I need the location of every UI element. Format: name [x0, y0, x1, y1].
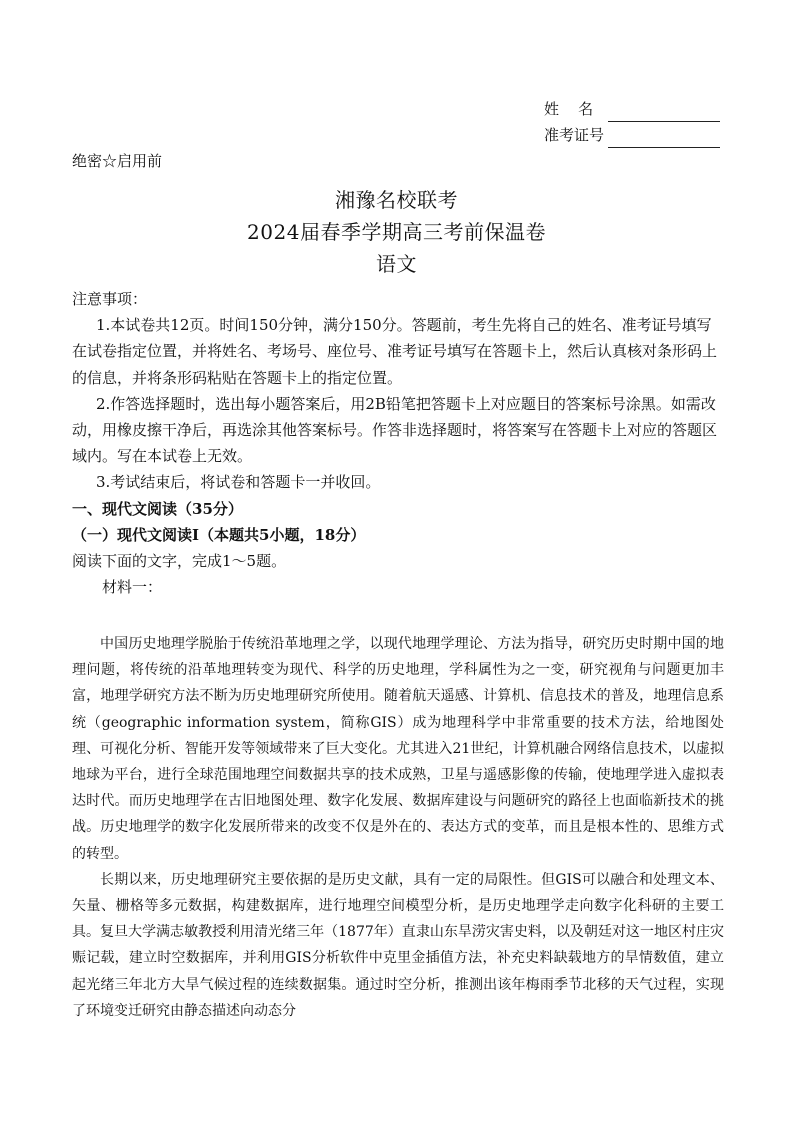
secret-mark: 绝密☆启用前: [72, 152, 163, 170]
exam-union-title: 湘豫名校联考: [335, 188, 458, 212]
name-blank[interactable]: [608, 103, 720, 122]
material-paragraph-1: 中国历史地理学脱胎于传统沿革地理之学，以现代地理学理论、方法为指导，研究历史时期中国的地理问题，将传统的沿革地理转变为现代、科学的历史地理，学科属性为之一变，研究视角与问题更加丰富，地理学研究方法不断为历史地理研究所使用。随着航天遥感、计算机、信息技术的普及，地理信息系统（geographic information system，简称GIS）成为地理科学中非常重要的技术方法，给地图处理、可视化分析、智能开发等领域带来了巨大变化。尤其进入21世纪，计算机融合网络信息技术，以虚拟地球为平台，进行全球范围地理空间数据共享的技术成熟，卫星与遥感影像的传输，使地理学进入虚拟表达时代。而历史地理学在古旧地图处理、数字化发展、数据库建设与问题研究的路径上也面临新技术的挑战。历史地理学的数字化发展所带来的改变不仅是外在的、表达方式的变革，而且是根本性的、思维方式的转型。: [72, 636, 724, 862]
subsection-heading: （一）现代文阅读Ⅰ（本题共5小题，18分）: [72, 525, 366, 544]
exam-id-label: 准考证号: [544, 126, 605, 144]
name-label: 姓 名: [544, 100, 594, 118]
instructions-block: [72, 286, 724, 600]
name-row: [544, 96, 720, 122]
note-item-1: 1.本试卷共12页。时间150分钟，满分150分。答题前，考生先将自己的姓名、准考证号填写在试卷指定位置，并将姓名、考场号、座位号、准考证号填写在答题卡上，然后认真核对条形码上的信息，并将条形码粘贴在答题卡上的指定位置。: [72, 316, 718, 387]
exam-id-blank[interactable]: [608, 129, 720, 148]
section-heading: 一、现代文阅读（35分）: [72, 499, 243, 518]
candidate-info: [544, 96, 720, 148]
material-text: [72, 631, 724, 1024]
exam-title: 2024届春季学期高三考前保温卷: [247, 220, 546, 244]
material-paragraph-2: 长期以来，历史地理研究主要依据的是历史文献，具有一定的局限性。但GIS可以融合和处理文本、矢量、栅格等多元数据，构建数据库，进行地理空间模型分析，是历史地理学走向数字化科研的主要工具。复旦大学满志敏教授利用清光绪三年（1877年）直隶山东旱涝灾害史料，以及朝廷对这一地区村庄灾赈记载，建立时空数据库，并利用GIS分析软件中克里金插值方法，补充史料缺载地方的旱情数值，建立起光绪三年北方大旱气候过程的连续数据集。通过时空分析，推测出该年梅雨季节北移的天气过程，实现了环境变迁研究由静态描述向动态分: [72, 871, 724, 1019]
notes-heading: 注意事项：: [72, 290, 148, 308]
material-label: 材料一：: [102, 578, 163, 597]
note-item-2: 2.作答选择题时，选出每小题答案后，用2B铅笔把答题卡上对应题目的答案标号涂黑。如需改动，用橡皮擦干净后，再选涂其他答案标号。作答非选择题时，将答案写在答题卡上对应的答题区域内。写在本试卷上无效。: [72, 394, 718, 466]
note-item-3: 3.考试结束后，将试卷和答题卡一并收回。: [96, 473, 381, 492]
reading-instruction: 阅读下面的文字，完成1～5题。: [72, 552, 287, 571]
subject-title: 语文: [376, 252, 417, 276]
exam-id-row: [544, 122, 720, 148]
